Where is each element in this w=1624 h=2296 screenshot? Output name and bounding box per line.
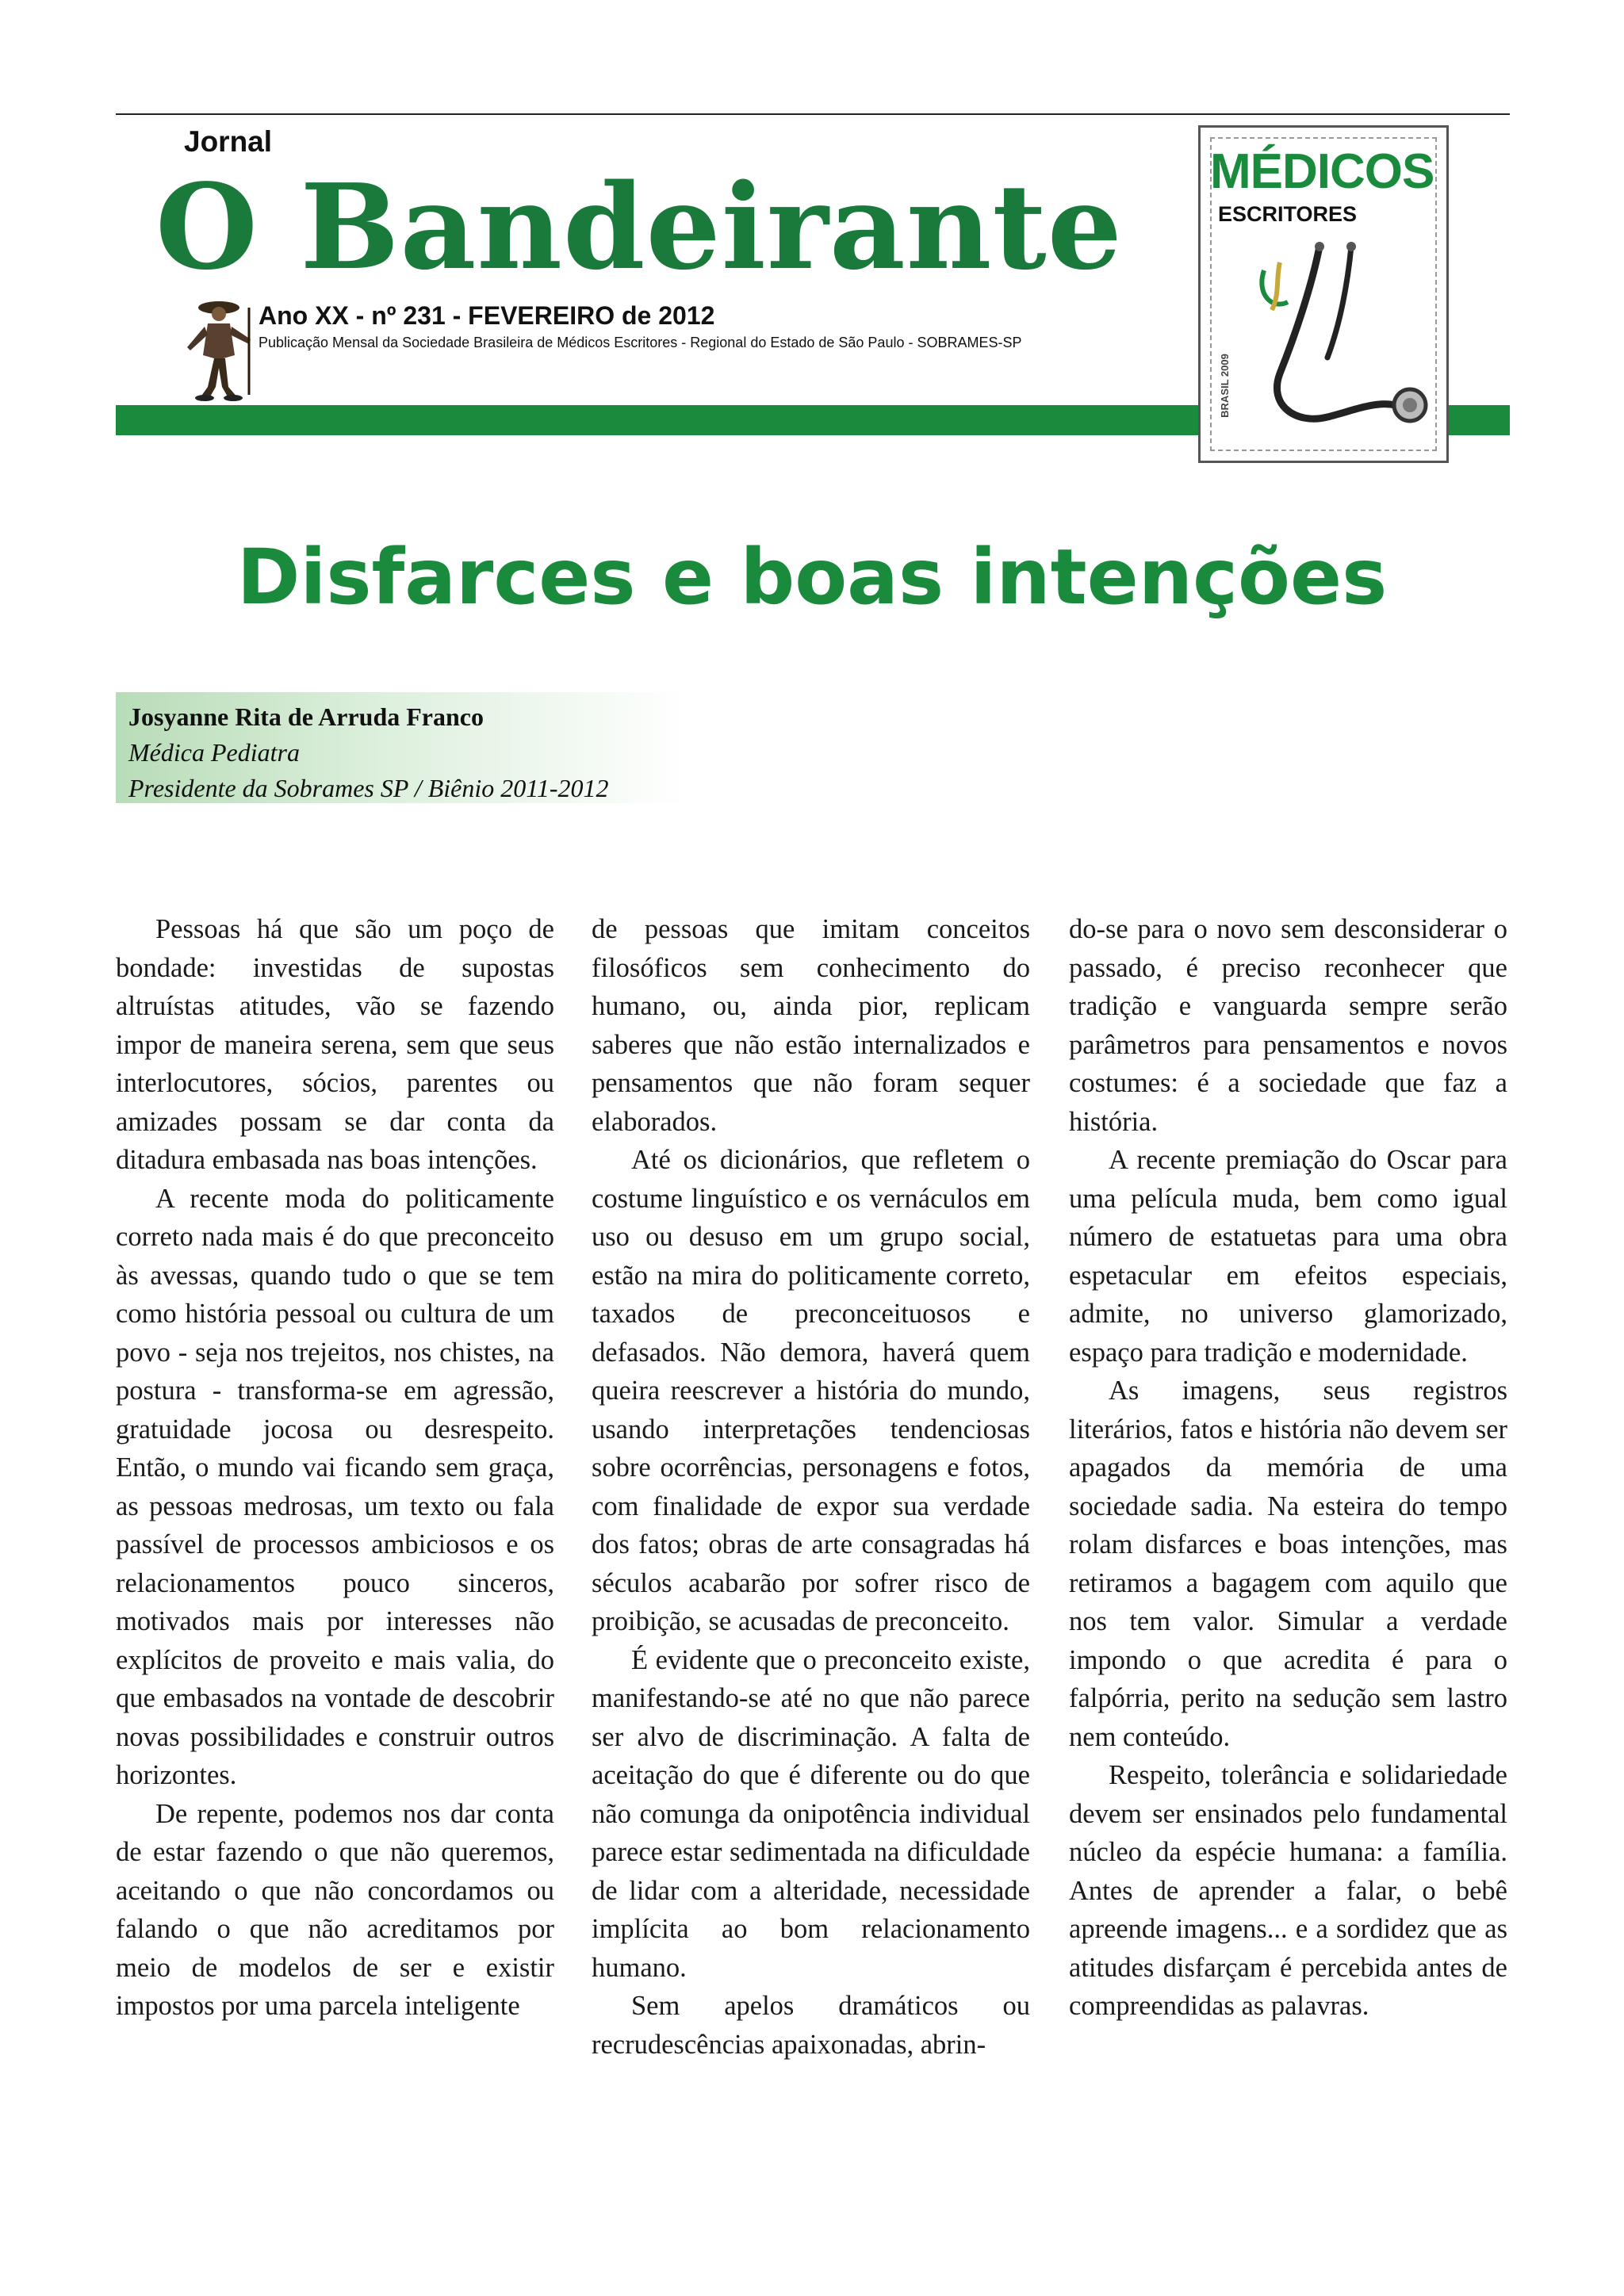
masthead-subtitle: Publicação Mensal da Sociedade Brasileira de Médicos Escritores - Regional do Estado de São Paulo - SOBRAMES-SP xyxy=(259,335,1022,350)
author-role: Médica Pediatra xyxy=(128,738,300,767)
paragraph: Pessoas há que são um poço de bondade: investidas de supostas altruístas atitudes, vão se fazendo impor de maneira serena, sem que seus interlocutores, sócios, parentes ou amizades possam se dar conta da ditadura embasada nas boas intenções. xyxy=(116,914,554,1175)
issue-line: Ano XX - nº 231 - FEVEREIRO de 2012 xyxy=(259,301,715,330)
author-name: Josyanne Rita de Arruda Franco xyxy=(128,702,484,731)
stamp-title: MÉDICOS xyxy=(1210,144,1434,199)
paragraph: De repente, podemos nos dar conta de estar fazendo o que não queremos, aceitando o que não concordamos ou falando o que não acreditamos por meio de modelos de ser e existir impostos por uma parcela inteligente xyxy=(116,1798,554,2021)
paragraph: Sem apelos dramáticos ou recrudescências apaixonadas, abrin- xyxy=(592,1991,1030,2060)
paragraph: de pessoas que imitam conceitos filosóficos sem conhecimento do humano, ou, ainda pior, replicam saberes que não estão internalizados e pensamentos que não foram sequer elaborados. xyxy=(592,914,1030,1137)
paragraph: É evidente que o preconceito existe, manifestando-se até no que não parece ser alvo de discriminação. A falta de aceitação do que é diferente ou do que não comunga da onipotência individual parece estar sedimentada na dificuldade de lidar com a alteridade, necessidade implícita ao bom relacionamento humano. xyxy=(592,1644,1030,1983)
article-column-2 xyxy=(592,910,1030,2064)
author-position: Presidente da Sobrames SP / Biênio 2011-2012 xyxy=(128,774,609,802)
stamp-subtitle: ESCRITORES xyxy=(1218,202,1358,226)
paragraph: As imagens, seus registros literários, fatos e história não devem ser apagados da memória de uma sociedade sadia. Na esteira do tempo rolam disfarces e boas intenções, mas retiramos a bagagem com aquilo que nos tem valor. Simular a verdade impondo o que acredita é para o falpórria, perito na sedução sem lastro nem conteúdo. xyxy=(1069,1376,1507,1752)
byline xyxy=(128,699,609,806)
header-top-rule xyxy=(116,113,1510,115)
paragraph: A recente moda do politicamente correto nada mais é do que preconceito às avessas, quando tudo o que se tem como história pessoal ou cultura de um povo - seja nos trejeitos, nos chistes, na postura - transforma-se em agressão, gratuidade jocosa ou desrespeito. Então, o mundo vai ficando sem graça, as pessoas medrosas, um texto ou fala passível de processos ambiciosos e os relacionamentos pouco sinceros, motivados mais por interesses não explícitos de proveito e mais valia, do que embasados na vontade de descobrir novas possibilidades e construir outros horizontes. xyxy=(116,1183,554,1790)
medicos-escritores-stamp xyxy=(1198,125,1449,463)
bandeirante-figure-illustration xyxy=(176,292,262,403)
article-column-3 xyxy=(1069,910,1507,2026)
article-column-1 xyxy=(116,910,554,2026)
masthead-jornal-label: Jornal xyxy=(184,125,273,158)
stethoscope-icon xyxy=(1232,239,1431,445)
paragraph: Respeito, tolerância e solidariedade devem ser ensinados pelo fundamental núcleo da espécie humana: a família. Antes de aprender a falar, o bebê apreende imagens... e a sordidez que as atitudes disfarçam é percebida antes de compreendidas as palavras. xyxy=(1069,1760,1507,2021)
paragraph: Até os dicionários, que refletem o costume linguístico e os vernáculos em uso ou desuso em um grupo social, estão na mira do politicamente correto, taxados de preconceituosos e defasados. Não demora, haverá quem queira reescrever a história do mundo, usando interpretações tendenciosas sobre ocorrências, personagens e fotos, com finalidade de expor sua verdade dos fatos; obras de arte consagradas há séculos acabarão por sofrer risco de proibição, se acusadas de preconceito. xyxy=(592,1145,1030,1636)
masthead-title: O Bandeirante xyxy=(155,158,1123,296)
paragraph: A recente premiação do Oscar para uma película muda, bem como igual número de estatuetas para uma obra espetacular em efeitos especiais, admite, no universo glamorizado, espaço para tradição e modernidade. xyxy=(1069,1145,1507,1368)
article-title: Disfarces e boas intenções xyxy=(236,533,1388,622)
paragraph: do-se para o novo sem desconsiderar o passado, é preciso reconhecer que tradição e vanguarda sempre serão parâmetros para pensamentos e novos costumes: é a sociedade que faz a história. xyxy=(1069,914,1507,1137)
stamp-country-year: BRASIL 2009 xyxy=(1218,354,1231,418)
